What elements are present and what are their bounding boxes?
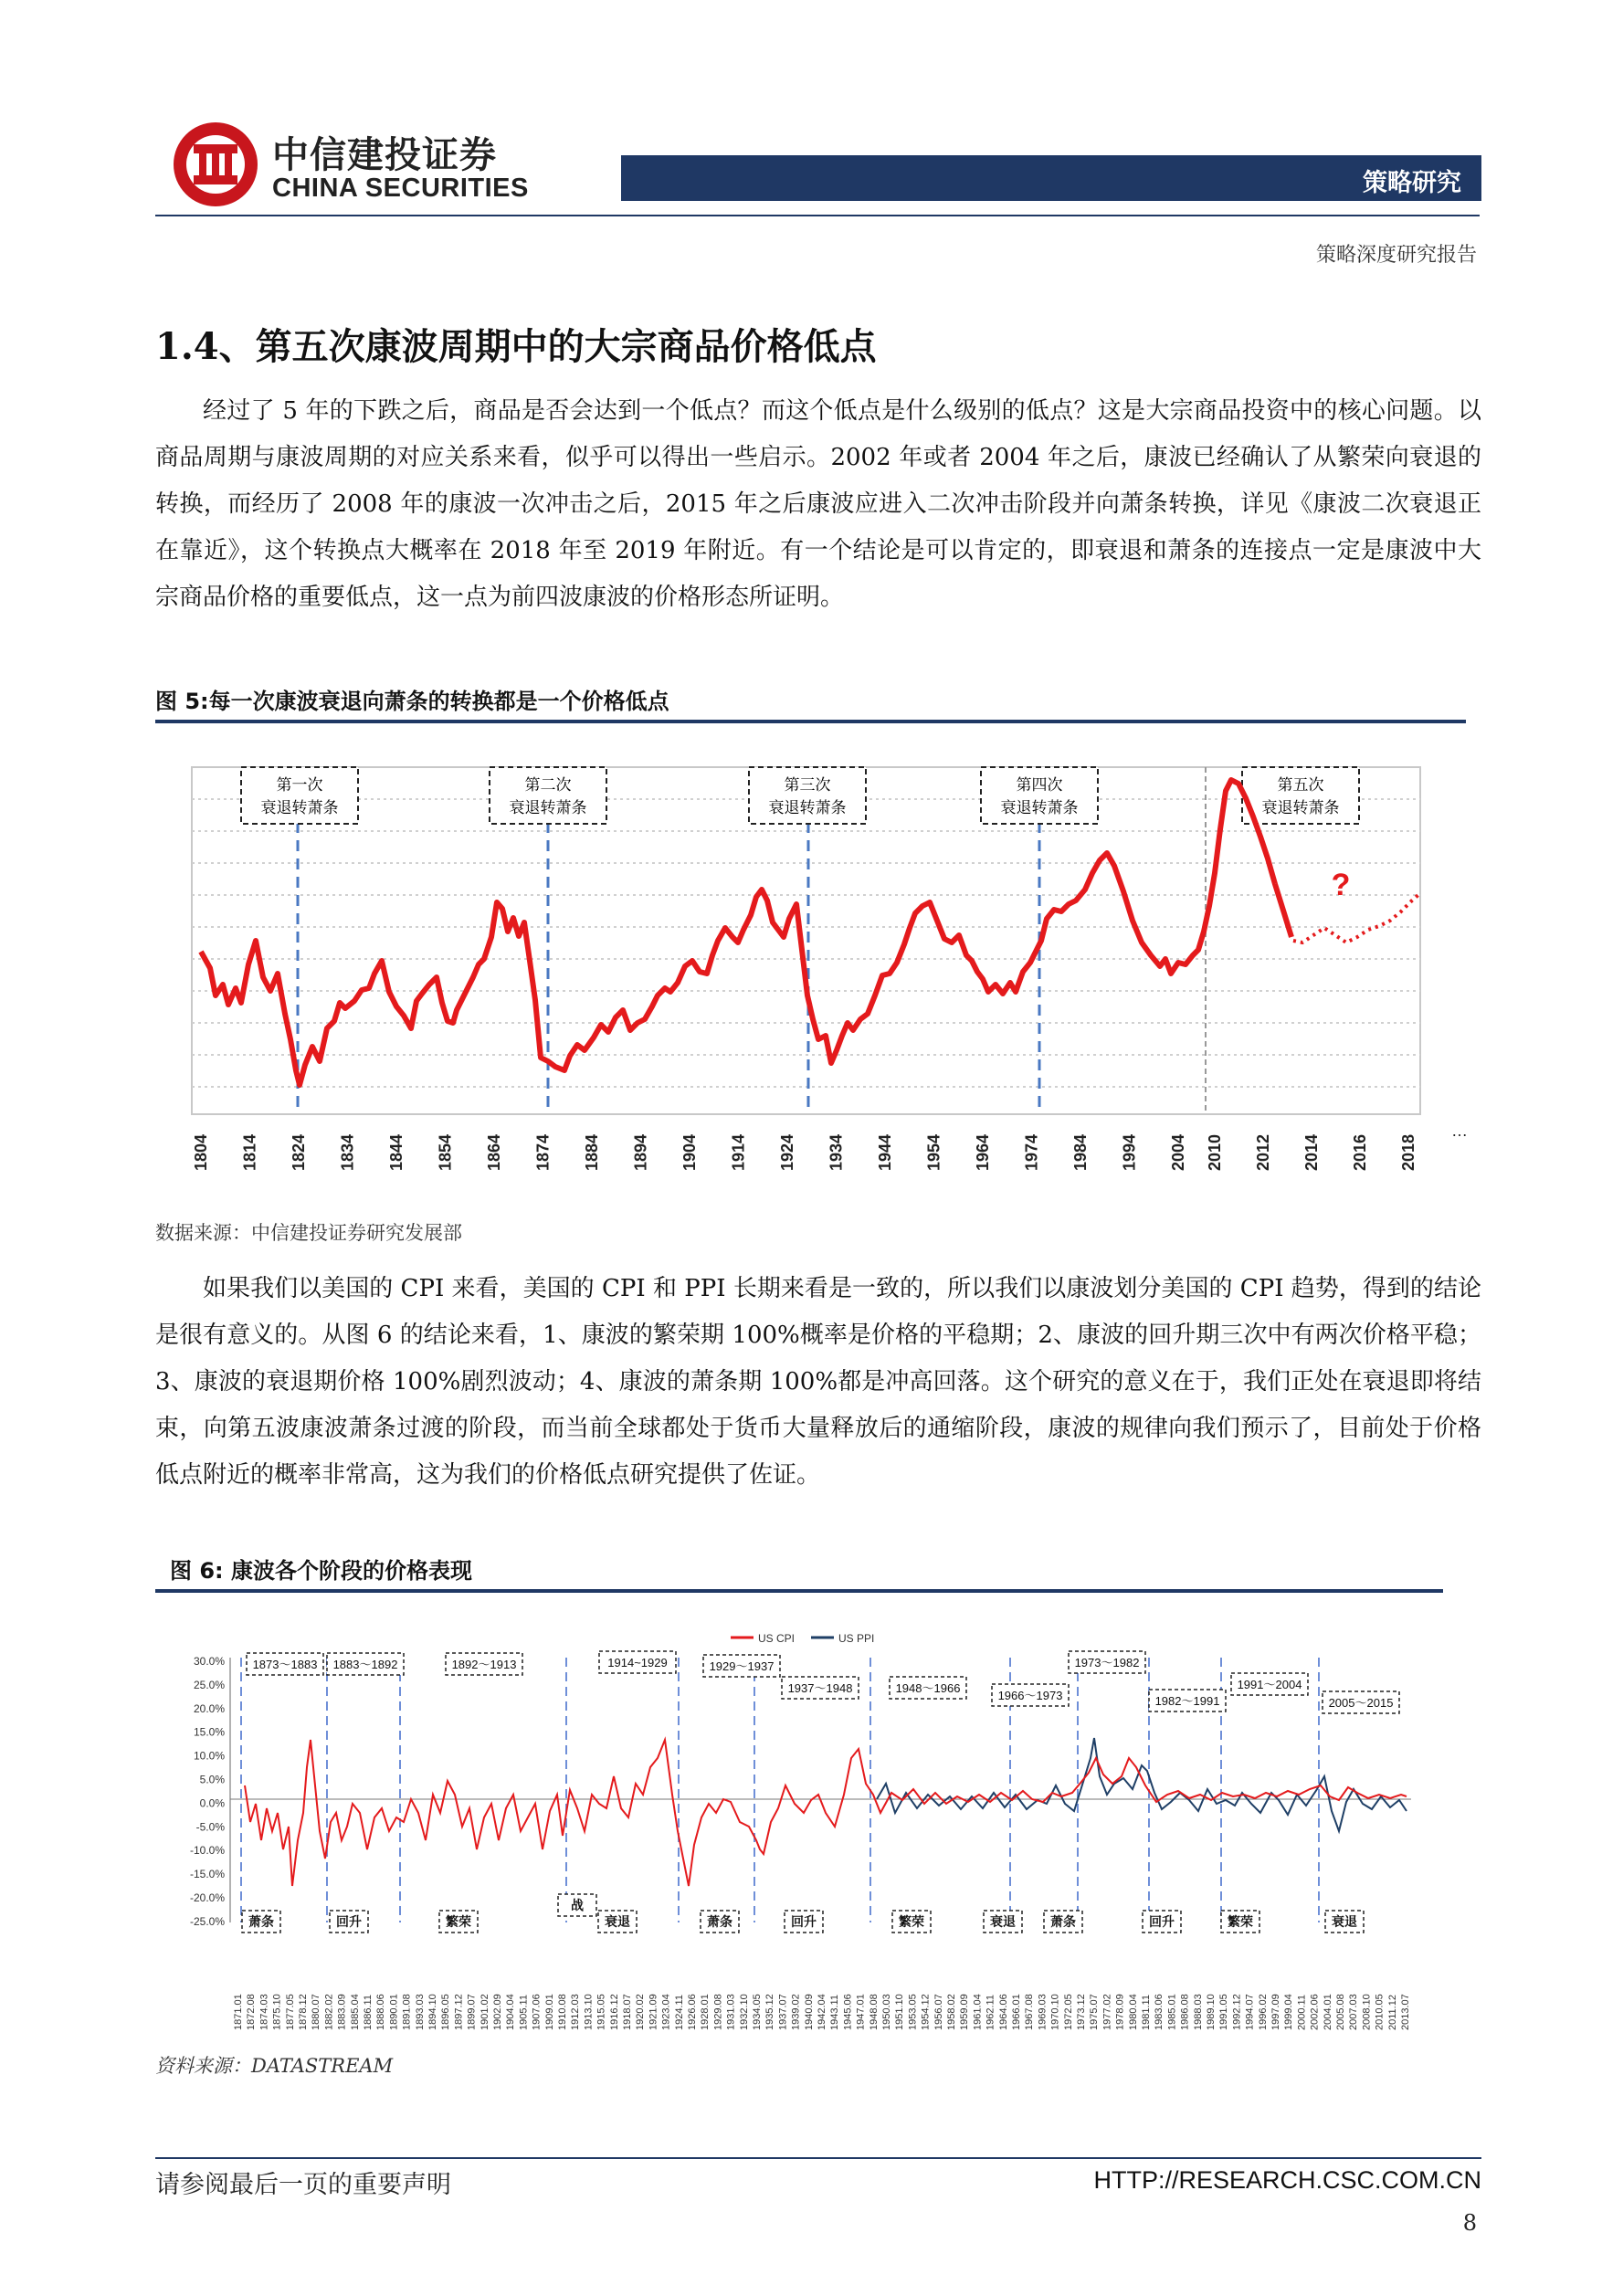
figure6-y-tick-label: 30.0% <box>193 1655 225 1668</box>
transition-1-line2: 衰退转萧条 <box>260 799 339 816</box>
figure6-y-tick-label: -10.0% <box>189 1844 225 1858</box>
figure6-y-tick-label: -5.0% <box>195 1820 225 1834</box>
figure6-phase-boxes <box>242 1894 1364 1933</box>
period-label: 1982～1991 <box>1154 1694 1220 1708</box>
figure6-x-tick-label: 1997.09 <box>1270 1994 1281 2030</box>
figure6-x-tick-label: 1882.02 <box>323 1994 335 2030</box>
phase-label: 回升 <box>1149 1914 1175 1929</box>
figure6-source: 资料来源：DATASTREAM <box>155 2055 394 2077</box>
figure6-x-tick-label: 1885.04 <box>349 1994 361 2030</box>
figure6-x-tick-label: 1910.08 <box>557 1994 568 2030</box>
figure6-y-tick-label: 25.0% <box>193 1678 225 1691</box>
figure6-x-tick-label: 1937.07 <box>777 1994 789 2030</box>
figure6-x-tick-label: 1939.02 <box>790 1994 802 2030</box>
figure6-x-axis <box>233 1994 1411 2030</box>
figure5-x-tick-label: 1834 <box>338 1133 357 1171</box>
figure5-x-axis <box>192 1122 1468 1171</box>
figure5-chart <box>183 749 1468 1178</box>
price-index-line <box>201 780 1291 1085</box>
figure5-x-tick-label: 1934 <box>827 1133 846 1171</box>
figure6-x-tick-label: 1935.12 <box>764 1994 776 2030</box>
period-label: 1948～1966 <box>895 1681 961 1695</box>
transition-2-line2: 衰退转萧条 <box>509 799 587 816</box>
logo-english-name: CHINA SECURITIES <box>272 174 529 203</box>
forecast-line <box>1293 893 1420 943</box>
phase-label: 繁荣 <box>1228 1914 1253 1929</box>
figure6-x-tick-label: 1893.03 <box>414 1994 426 2030</box>
figure6-x-tick-label: 1992.12 <box>1231 1994 1243 2030</box>
figure5-x-tick-label: 1864 <box>485 1133 503 1171</box>
figure6-x-tick-label: 1940.09 <box>803 1994 815 2030</box>
figure6-x-tick-label: 1980.04 <box>1127 1994 1139 2030</box>
figure5-x-tick-label: … <box>1451 1122 1468 1140</box>
phase-label: 衰退 <box>1332 1914 1357 1929</box>
figure6-x-tick-label: 2013.07 <box>1400 1994 1411 2030</box>
figure6-x-tick-label: 1966.01 <box>1011 1994 1022 2030</box>
period-label: 2005～2015 <box>1328 1696 1394 1710</box>
figure6-x-tick-label: 1916.12 <box>608 1994 620 2030</box>
figure6-y-tick-label: 0.0% <box>199 1796 225 1810</box>
figure6-x-tick-label: 1964.06 <box>997 1994 1009 2030</box>
figure6-x-tick-label: 1886.11 <box>363 1995 374 2030</box>
figure5-x-tick-label: 2016 <box>1351 1133 1369 1171</box>
figure6-x-tick-label: 1909.01 <box>543 1994 555 2030</box>
phase-label: 萧条 <box>707 1914 732 1929</box>
footer-disclaimer: 请参阅最后一页的重要声明 <box>155 2171 451 2199</box>
us-cpi-line <box>245 1740 1407 1886</box>
paragraph-2: 如果我们以美国的 CPI 来看，美国的 CPI 和 PPI 长期来看是一致的，所以我们以康波划分美国的 CPI 趋势，得到的结论是很有意义的。从图 6 的结论来看，1、康波的繁荣期 100%概率是价格的平稳期；2、康波的回升期三次中有两次价格平稳；3、康波的衰退期价格 100%剧烈波动；4、康波的萧条期 100%都是冲高回落。这个研究的意义在于，我们正处在衰退即将结束，向第五波康波萧条过渡的阶段，而当前全球都处于货币大量释放后的通缩阶段，康波的规律向我们预示了，目前处于价格低点附近的概率非常高，这为我们的价格低点研究提供了佐证。 <box>155 1275 1481 1489</box>
figure5-x-tick-label: 2012 <box>1254 1133 1272 1171</box>
figure5-x-tick-label: 1904 <box>680 1133 699 1171</box>
figure6-x-tick-label: 1920.02 <box>635 1994 647 2030</box>
transition-1-line1: 第一次 <box>276 776 323 794</box>
figure5-x-tick-label: 1914 <box>729 1133 748 1171</box>
figure6-x-tick-label: 2000.11 <box>1296 1995 1308 2030</box>
figure5-x-tick-label: 1994 <box>1120 1133 1139 1171</box>
figure6-x-tick-label: 1975.07 <box>1089 1994 1101 2030</box>
figure6-x-tick-label: 1962.11 <box>985 1995 996 2030</box>
figure6-chart <box>164 1621 1461 2037</box>
period-label: 1929～1937 <box>709 1659 775 1673</box>
figure6-x-tick-label: 1921.09 <box>648 1994 659 2030</box>
phase-label: 萧条 <box>1050 1914 1076 1929</box>
transition-5-line1: 第五次 <box>1277 776 1324 794</box>
figure6-x-tick-label: 1872.08 <box>246 1994 258 2030</box>
figure5-x-tick-label: 1814 <box>240 1133 259 1171</box>
transition-box-4 <box>981 767 1098 824</box>
figure6-title: 图 6: 康波各个阶段的价格表现 <box>170 1558 473 1584</box>
figure5-x-tick-label: 1944 <box>876 1133 894 1171</box>
figure6-x-tick-label: 2008.10 <box>1361 1994 1373 2030</box>
figure6-x-tick-label: 1926.06 <box>687 1994 698 2030</box>
figure6-x-tick-label: 1896.05 <box>440 1994 452 2030</box>
figure6-x-tick-label: 1934.05 <box>752 1994 763 2030</box>
figure5-x-tick-label: 2014 <box>1302 1133 1321 1171</box>
figure6-x-tick-label: 1880.07 <box>311 1994 322 2030</box>
figure6-x-tick-label: 1901.02 <box>479 1994 490 2030</box>
figure6-x-tick-label: 1877.05 <box>284 1994 296 2030</box>
figure5-source: 数据来源：中信建投证券研究发展部 <box>155 1222 462 1244</box>
footer-url[interactable]: HTTP://RESEARCH.CSC.COM.CN <box>1093 2166 1481 2194</box>
figure6-x-tick-label: 1891.08 <box>401 1994 413 2030</box>
figure6-x-tick-label: 1989.10 <box>1206 1994 1217 2030</box>
section-title: 1.4、第五次康波周期中的大宗商品价格低点 <box>155 325 877 368</box>
figure6-y-tick-label: -25.0% <box>189 1914 225 1928</box>
figure5-x-tick-label: 1854 <box>436 1133 455 1171</box>
figure6-x-tick-label: 1932.10 <box>738 1994 750 2030</box>
figure6-x-tick-label: 1973.12 <box>1076 1994 1087 2030</box>
transition-box-1 <box>241 767 358 824</box>
figure6-x-tick-label: 1986.08 <box>1179 1994 1191 2030</box>
figure6-x-tick-label: 1902.09 <box>492 1994 503 2030</box>
figure6-x-tick-label: 1883.09 <box>336 1994 348 2030</box>
figure6-x-tick-label: 1912.03 <box>570 1994 582 2030</box>
phase-label: 回升 <box>336 1914 362 1929</box>
phase-label: 繁荣 <box>899 1914 924 1929</box>
transition-4-line2: 衰退转萧条 <box>1000 799 1079 816</box>
phase-label: 萧条 <box>248 1914 274 1929</box>
phase-label: 回升 <box>791 1914 817 1929</box>
phase-label: 衰退 <box>990 1914 1016 1929</box>
figure6-x-tick-label: 1948.08 <box>868 1994 880 2030</box>
figure6-x-tick-label: 1972.05 <box>1062 1994 1074 2030</box>
transition-box-5 <box>1242 767 1359 824</box>
figure6-x-tick-label: 1890.01 <box>388 1994 400 2030</box>
period-label: 1873～1883 <box>252 1658 318 1671</box>
figure6-x-tick-label: 1931.03 <box>725 1994 737 2030</box>
us-ppi-line <box>877 1738 1407 1831</box>
figure6-y-tick-label: 15.0% <box>193 1725 225 1739</box>
legend-ppi-label: US PPI <box>838 1632 875 1645</box>
figure5-title: 图 5:每一次康波衰退向萧条的转换都是一个价格低点 <box>155 689 669 714</box>
figure6-x-tick-label: 2010.05 <box>1374 1994 1386 2030</box>
figure6-x-tick-label: 1985.01 <box>1166 1994 1178 2030</box>
figure6-x-tick-label: 1878.12 <box>298 1994 309 2030</box>
header-category: 策略研究 <box>1363 169 1461 197</box>
figure6-x-tick-label: 1996.02 <box>1257 1994 1269 2030</box>
paragraph-1: 经过了 5 年的下跌之后，商品是否会达到一个低点？而这个低点是什么级别的低点？这是大宗商品投资中的核心问题。以商品周期与康波周期的对应关系来看，似乎可以得出一些启示。2002 年或者 2004 年之后，康波已经确认了从繁荣向衰退的转换，而经历了 2008 年的康波一次冲击之后，2015 年之后康波应进入二次冲击阶段并向萧条转换，详见《康波二次衰退正在靠近》，这个转换点大概率在 2018 年至 2019 年附近。有一个结论是可以肯定的，即衰退和萧条的连接点一定是康波中大宗商品价格的重要低点，这一点为前四波康波的价格形态所证明。 <box>155 397 1481 611</box>
legend-cpi-label: US CPI <box>758 1632 796 1645</box>
figure6-x-tick-label: 1924.11 <box>673 1995 685 2030</box>
figure6-x-tick-label: 1983.06 <box>1154 1994 1165 2030</box>
figure6-x-tick-label: 1977.02 <box>1101 1994 1113 2030</box>
figure6-x-tick-label: 1945.06 <box>842 1994 854 2030</box>
figure6-x-tick-label: 1950.03 <box>881 1994 892 2030</box>
figure6-x-tick-label: 1967.08 <box>1024 1994 1036 2030</box>
figure6-y-tick-label: -20.0% <box>189 1891 225 1904</box>
figure6-x-tick-label: 1913.10 <box>583 1994 595 2030</box>
figure6-x-tick-label: 1994.07 <box>1244 1994 1256 2030</box>
figure6-x-tick-label: 1951.10 <box>894 1994 906 2030</box>
figure6-x-tick-label: 1918.07 <box>622 1994 633 2030</box>
period-label: 1966～1973 <box>997 1689 1063 1702</box>
figure6-x-tick-label: 1999.04 <box>1283 1994 1295 2030</box>
figure6-x-tick-label: 1956.07 <box>933 1994 944 2030</box>
figure6-x-tick-label: 1954.12 <box>920 1994 932 2030</box>
transition-3-line2: 衰退转萧条 <box>768 799 847 816</box>
transition-2-line1: 第二次 <box>524 776 572 794</box>
figure6-x-tick-label: 1875.10 <box>271 1994 283 2030</box>
figure6-rule <box>155 1589 1443 1593</box>
figure6-x-tick-label: 1894.10 <box>427 1994 438 2030</box>
figure6-x-tick-label: 1988.03 <box>1192 1994 1204 2030</box>
figure6-x-tick-label: 1888.06 <box>375 1994 387 2030</box>
figure5-x-tick-label: 1964 <box>974 1133 992 1171</box>
logo-chinese-name: 中信建投证券 <box>272 134 497 176</box>
question-mark: ? <box>1331 868 1351 902</box>
figure6-x-tick-label: 1970.10 <box>1049 1994 1061 2030</box>
figure5-x-tick-label: 1954 <box>924 1133 943 1171</box>
figure5-x-tick-label: 1874 <box>533 1133 553 1171</box>
figure6-x-tick-label: 1905.11 <box>518 1995 530 2030</box>
figure6-x-tick-label: 1991.05 <box>1218 1994 1230 2030</box>
page-number: 8 <box>1462 2210 1477 2236</box>
figure6-x-tick-label: 1928.01 <box>700 1994 711 2030</box>
figure5-x-tick-label: 1974 <box>1022 1133 1041 1171</box>
figure6-y-tick-label: 10.0% <box>193 1749 225 1763</box>
figure6-x-tick-label: 1958.02 <box>946 1994 957 2030</box>
figure6-y-axis <box>190 1655 225 1928</box>
figure6-x-tick-label: 1961.04 <box>972 1994 984 2030</box>
report-type: 策略深度研究报告 <box>1315 244 1477 267</box>
figure6-x-tick-label: 2007.03 <box>1348 1994 1360 2030</box>
figure6-x-tick-label: 1923.04 <box>660 1994 672 2030</box>
transition-5-line2: 衰退转萧条 <box>1261 799 1340 816</box>
header-rule <box>155 215 1480 216</box>
period-label: 1991～2004 <box>1237 1678 1302 1691</box>
figure6-x-tick-label: 1959.09 <box>959 1994 971 2030</box>
figure6-x-tick-label: 2002.06 <box>1309 1994 1321 2030</box>
figure6-x-tick-label: 1929.08 <box>712 1994 724 2030</box>
figure6-x-tick-label: 1969.03 <box>1037 1994 1049 2030</box>
phase-label: 衰退 <box>605 1914 630 1929</box>
figure6-period-boxes <box>247 1651 1399 1713</box>
figure6-x-tick-label: 1871.01 <box>233 1994 244 2030</box>
figure5-x-tick-label: 1894 <box>631 1133 650 1171</box>
figure6-y-tick-label: -15.0% <box>189 1868 225 1881</box>
period-label: 1914~1929 <box>607 1656 668 1669</box>
transition-box-2 <box>490 767 606 824</box>
figure6-x-tick-label: 1907.06 <box>531 1994 543 2030</box>
figure5-x-tick-label: 1824 <box>290 1133 308 1171</box>
figure6-x-tick-label: 1899.07 <box>466 1994 478 2030</box>
footer-rule <box>155 2157 1481 2159</box>
figure6-y-tick-label: 5.0% <box>199 1773 225 1786</box>
figure5-x-tick-label: 1984 <box>1071 1133 1090 1171</box>
figure6-x-tick-label: 2005.08 <box>1335 1994 1346 2030</box>
phase-label: 战 <box>571 1898 584 1912</box>
figure6-x-tick-label: 2004.01 <box>1322 1994 1333 2030</box>
figure5-rule <box>155 720 1466 723</box>
figure6-x-tick-label: 1947.01 <box>855 1994 867 2030</box>
transition-box-3 <box>749 767 866 824</box>
figure5-x-tick-label: 2018 <box>1399 1133 1417 1171</box>
figure5-x-tick-label: 1924 <box>778 1133 796 1171</box>
figure6-x-tick-label: 1904.04 <box>505 1994 517 2030</box>
transition-3-line1: 第三次 <box>784 776 831 794</box>
figure6-x-tick-label: 2011.12 <box>1386 1995 1398 2030</box>
figure5-x-tick-label: 1804 <box>192 1133 210 1171</box>
header-band <box>621 155 1481 201</box>
figure6-x-tick-label: 1874.03 <box>258 1994 270 2030</box>
transition-4-line1: 第四次 <box>1016 776 1063 794</box>
period-label: 1892～1913 <box>451 1658 517 1671</box>
figure6-x-tick-label: 1953.05 <box>907 1994 919 2030</box>
figure6-y-tick-label: 20.0% <box>193 1701 225 1715</box>
period-label: 1883～1892 <box>332 1658 398 1671</box>
period-label: 1937～1948 <box>787 1681 853 1695</box>
figure5-gridlines <box>192 799 1420 1087</box>
figure5-x-tick-label: 2010 <box>1206 1133 1224 1171</box>
figure6-x-tick-label: 1943.11 <box>829 1995 841 2030</box>
figure6-x-tick-label: 1915.05 <box>595 1994 607 2030</box>
period-label: 1973～1982 <box>1074 1656 1140 1669</box>
figure6-x-tick-label: 1981.11 <box>1141 1995 1152 2030</box>
figure5-x-tick-label: 1884 <box>583 1133 601 1171</box>
figure6-x-tick-label: 1978.09 <box>1114 1994 1126 2030</box>
figure6-x-tick-label: 1942.04 <box>817 1994 827 2030</box>
figure5-x-tick-label: 1844 <box>387 1133 406 1171</box>
figure5-x-tick-label: 2004 <box>1169 1133 1187 1171</box>
company-logo-icon <box>170 119 261 210</box>
figure6-x-tick-label: 1897.12 <box>453 1994 465 2030</box>
phase-label: 繁荣 <box>446 1914 471 1929</box>
